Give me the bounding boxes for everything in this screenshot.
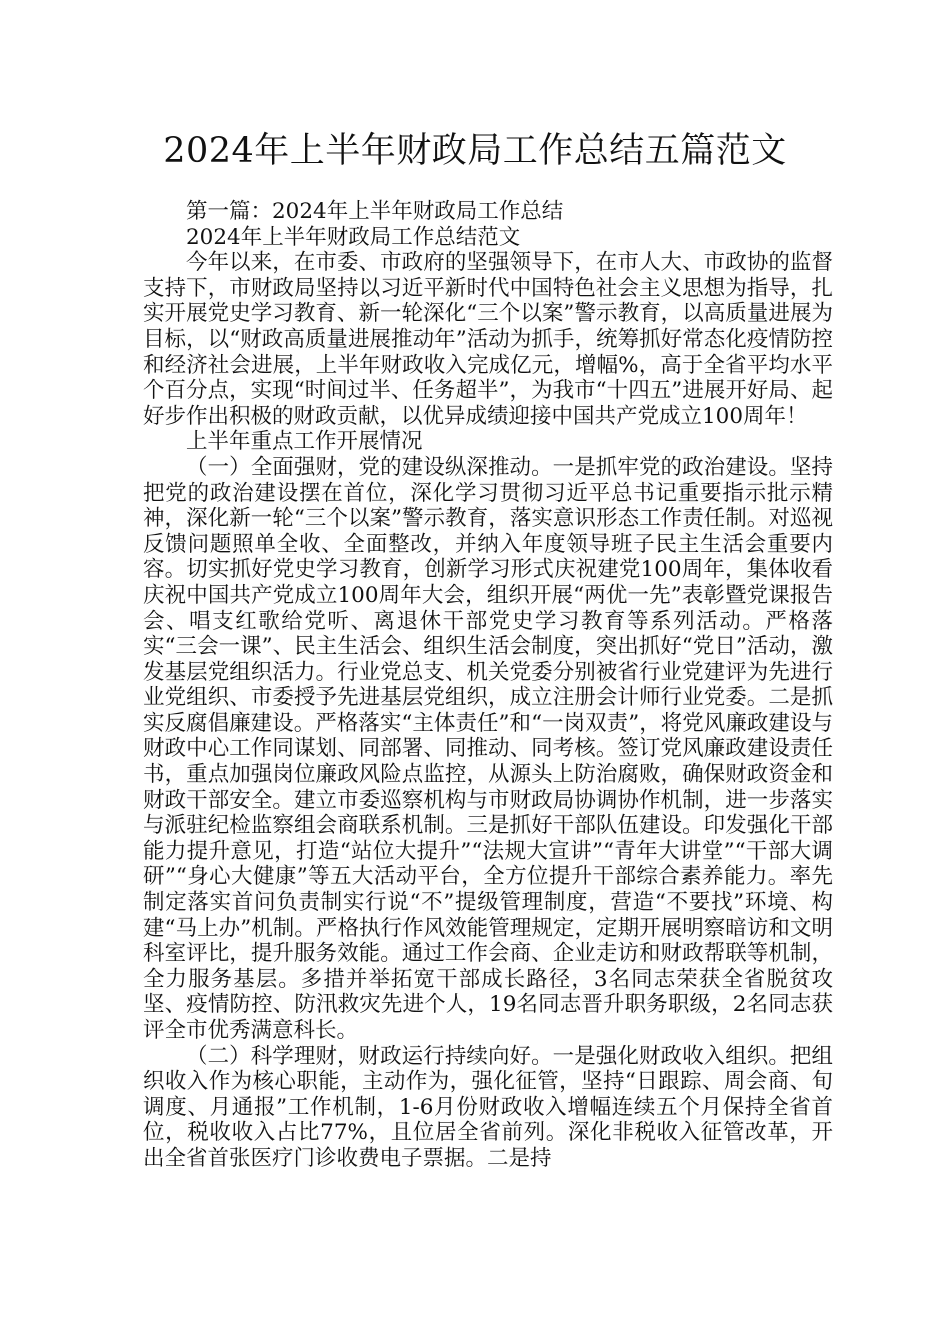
party-building-paragraph: （一）全面强财，党的建设纵深推动。一是抓牢党的政治建设。坚持把党的政治建设摆在首位，深化学习贯彻习近平总书记重要指示批示精神，深化新一轮“三个以案”警示教育，落实意识形态工作责任制。对巡视反馈问题照单全收、全面整改，并纳入年度领导班子民主生活会重要内容。切实抓好党史学习教育，创新学习形式庆祝建党100周年，集体收看庆祝中国共产党成立100周年大会，组织开展“两优一先”表彰暨党课报告会、唱支红歌给党听、离退休干部党史学习教育等系列活动。严格落实“三会一课”、民主生活会、组织生活会制度，突出抓好“党日”活动，激发基层党组织活力。行业党总支、机关党委分别被省行业党建评为先进行业党组织、市委授予先进基层党组织，成立注册会计师行业党委。二是抓实反腐倡廉建设。严格落实“主体责任”和“一岗双责”，将党风廉政建设与财政中心工作同谋划、同部署、同推动、同考核。签订党风廉政建设责任书，重点加强岗位廉政风险点监控，从源头上防治腐败，确保财政资金和财政干部安全。建立市委巡察机构与市财政局协调协作机制，进一步落实与派驻纪检监察组会商联系机制。三是抓好干部队伍建设。印发强化干部能力提升意见，打造“站位大提升”“法规大宣讲”“青年大讲堂”“干部大调研”“身心大健康”等五大活动平台，全方位提升干部综合素养能力。率先制定落实首问负责制实行说“不”提级管理制度，营造“不要找”环境、构建“马上办”机制。严格执行作风效能管理规定，定期开展明察暗访和文明科室评比，提升服务效能。通过工作会商、企业走访和财政帮联等机制，全力服务基层。多措并举拓宽干部成长路径，3名同志荣获全省脱贫攻坚、疫情防控、防汛救灾先进个人，19名同志晋升职务职级，2名同志获评全市优秀满意科长。 — [143, 454, 833, 1043]
section-heading: 第一篇：2024年上半年财政局工作总结 — [186, 199, 564, 224]
document-title: 2024年上半年财政局工作总结五篇范文 — [163, 131, 787, 171]
document-body — [143, 199, 833, 1172]
sub-heading: 2024年上半年财政局工作总结范文 — [186, 224, 521, 250]
intro-paragraph: 今年以来，在市委、市政府的坚强领导下，在市人大、市政协的监督支持下，市财政局坚持以习近平新时代中国特色社会主义思想为指导，扎实开展党史学习教育、新一轮深化“三个以案”警示教育，以高质量进展为目标，以“财政高质量进展推动年”活动为抓手，统筹抓好常态化疫情防控和经济社会进展，上半年财政收入完成亿元，增幅%，高于全省平均水平个百分点，实现“时间过半、任务超半”，为我市“十四五”进展开好局、起好步作出积极的财政贡献，以优异成绩迎接中国共产党成立100周年！ — [143, 250, 833, 429]
work-overview-heading: 上半年重点工作开展情况 — [186, 429, 423, 455]
finance-management-paragraph: （二）科学理财，财政运行持续向好。一是强化财政收入组织。把组织收入作为核心职能，主动作为，强化征管，坚持“日跟踪、周会商、旬调度、月通报”工作机制，1-6月份财政收入增幅连续五个月保持全省首位，税收收入占比77%，且位居全省前列。深化非税收入征管改革，开出全省首张医疗门诊收费电子票据。二是持 — [143, 1043, 833, 1171]
